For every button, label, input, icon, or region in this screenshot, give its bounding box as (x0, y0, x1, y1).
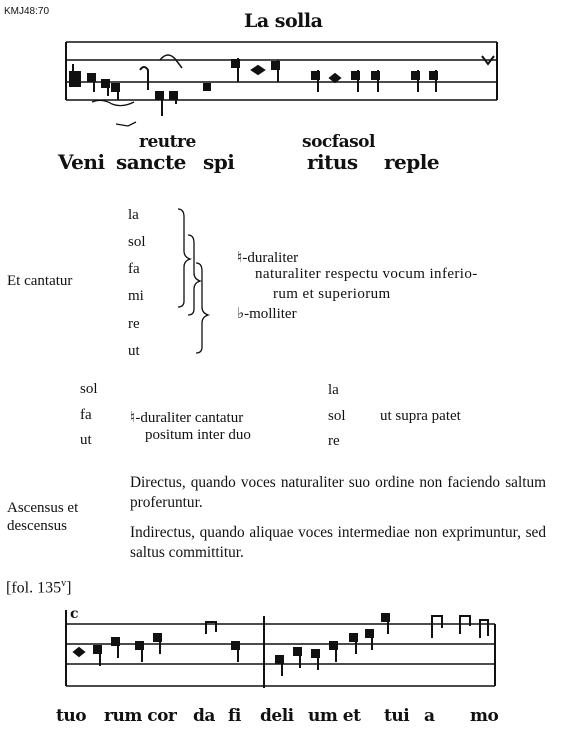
lyric-syllable: sancte (116, 150, 186, 174)
lyric-syllable: a (424, 706, 435, 726)
hexachord-syllable: re (128, 316, 140, 332)
positum-right-syllable: la (328, 382, 339, 398)
positum-right-text: ut supra patet (380, 408, 461, 424)
cantatur-line: naturaliter respectu vocum inferio- (255, 266, 478, 282)
indirectus-paragraph: Indirectus, quando aliquae voces intermediae non exprimuntur, sed saltus committitur. (130, 524, 546, 561)
example-title: La solla (244, 10, 323, 32)
lyric-syllable: tui (384, 706, 410, 726)
note (432, 616, 442, 638)
lyric-syllable: mo (470, 706, 499, 726)
cantatur-line: ♭-molliter (237, 306, 297, 322)
hexachord-syllable: la (128, 207, 139, 223)
positum-right-syllable: re (328, 433, 340, 449)
lyric-syllable: da (193, 706, 215, 726)
positum-line: positum inter duo (145, 427, 251, 443)
et-cantatur-label: Et cantatur (7, 273, 73, 289)
hexachord-syllable: sol (128, 234, 146, 250)
clef-letter: c (70, 606, 79, 622)
clef-mark (70, 64, 80, 86)
upper-syllable: reutre (139, 132, 196, 152)
note (460, 616, 470, 634)
folio-marker: [fol. 135$^v$] (6, 578, 72, 597)
positum-left-syllable: ut (80, 432, 92, 448)
bracket-group (170, 205, 230, 365)
note (204, 84, 210, 90)
lyric-syllable: Veni (58, 150, 105, 174)
lyric-syllable: ritus (307, 150, 358, 174)
lyric-syllable: spi (203, 150, 235, 174)
lyric-syllable: rum cor (104, 706, 177, 726)
positum-left-syllable: sol (80, 381, 98, 397)
cantatur-line: rum et superiorum (273, 286, 391, 302)
note (480, 620, 488, 638)
hexachord-syllable: mi (128, 288, 144, 304)
hexachord-syllable: fa (128, 261, 140, 277)
bottom-staff (0, 600, 576, 710)
note (330, 74, 340, 82)
positum-left-syllable: fa (80, 407, 92, 423)
upper-syllable: socfasol (302, 132, 375, 152)
lyric-syllable: fi (228, 706, 241, 726)
note (140, 67, 148, 90)
lyric-syllable: deli (260, 706, 294, 726)
lyric-syllable: reple (384, 150, 440, 174)
ascensus-label: Ascensus et (7, 500, 79, 516)
positum-right-syllable: sol (328, 408, 346, 424)
annotation-mark (92, 100, 136, 126)
cantatur-line: ♮-duraliter (237, 250, 299, 266)
lyric-syllable: um et (308, 706, 361, 726)
directus-paragraph: Directus, quando voces naturaliter suo ordine non faciendo saltum proferuntur. (130, 474, 546, 511)
positum-line: ♮-duraliter cantatur (130, 410, 244, 426)
ascensus-label: descensus (7, 518, 67, 534)
reference-code: KMJ48:70 (4, 6, 50, 17)
note (252, 66, 264, 74)
top-staff (0, 0, 576, 140)
note (74, 648, 84, 656)
note (160, 55, 182, 68)
hexachord-syllable: ut (128, 343, 140, 359)
lyric-syllable: tuo (56, 706, 87, 726)
